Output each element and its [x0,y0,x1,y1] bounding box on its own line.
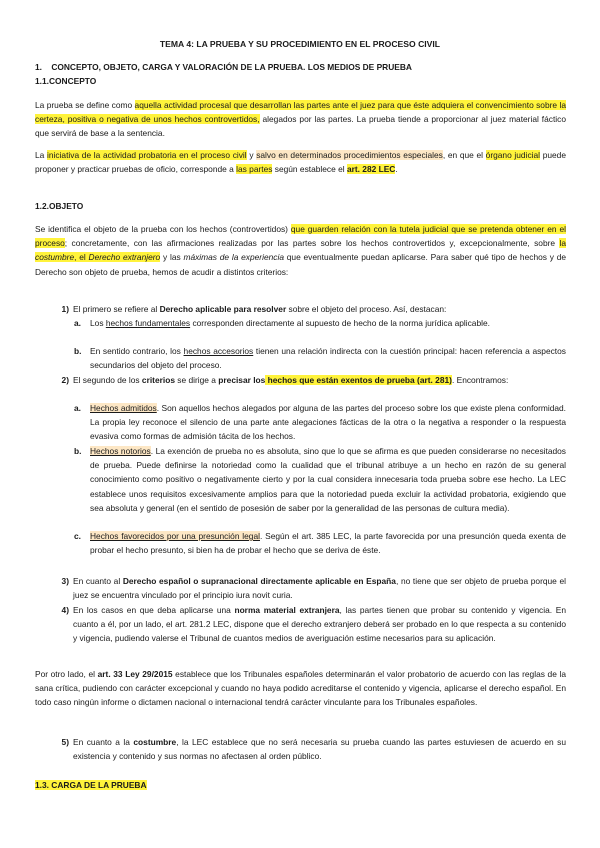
highlight-organo-judicial: órgano judicial [485,150,541,160]
highlight-tutela: que guarden relación con la tutela judicial que se pretenda obtener en el proceso [35,224,566,249]
section-1-1-heading: 1.1.CONCEPTO [35,76,97,86]
concept-paragraph-2: La iniciativa de la actividad probatoria en el proceso civil y salvo en determinados procedimientos especiales, en que el órgano judicial puede proponer y practicar pruebas de oficio, corresponde a las partes según establece el art. 282 LEC. [35,150,566,175]
list-number-1: 1) [61,304,69,314]
section-1-2-heading: 1.2.OBJETO [35,201,84,211]
section-1-heading [35,60,412,74]
highlight-art-282: art. 282 LEC [346,164,396,175]
section-1-3-heading: 1.3. CARGA DE LA PRUEBA [35,780,147,790]
object-paragraph-1: Se identifica el objeto de la prueba con los hechos (controvertidos) que guarden relación con la tutela judicial que se pretenda obtener en el proceso; concretamente, con las afirmaciones realizadas por las partes sobre los hechos controvertidos y, excepcionalmente, sobre la costumbre, el Derecho extranjero y las máximas de la experiencia que eventualmente puedan aplicarse. Para saber qué tipo de hechos y de Derecho son objeto de prueba, hemos de acudir a distintos criterios: [35,224,567,277]
concept-paragraph-1: La prueba se define como aquella actividad procesal que desarrollan las partes ante el juez para que éste adquiera el convencimiento sobre la certeza, positiva o negativa de unos hechos controvertidos, alegados por las partes. La prueba tiende a proporcionar al juez material fáctico que servirá de base a la sentencia. [35,100,567,139]
section-1-number: 1. [35,62,42,72]
object-paragraph-2: Por otro lado, el art. 33 Ley 29/2015 establece que los Tribunales españoles determinarán el valor probatorio de acuerdo con las reglas de la sana crítica, pudiendo con carácter excepcional y cuando no haya podido acreditarse el contenido y vigencia, aplicarse el derecho español. En todo caso ningún informe o dictamen nacional o internacional tendrá carácter vinculante para los Tribunales españoles. [35,669,566,708]
section-1-title: CONCEPTO, OBJETO, CARGA Y VALORACIÓN DE LA PRUEBA. LOS MEDIOS DE PRUEBA [51,62,412,72]
criterion-4: En los casos en que deba aplicarse una norma material extranjera, las partes tienen que probar su contenido y vigencia. En cuanto a él, por un lado, el art. 281.2 LEC, dispone que el derecho extranjero deberá ser probado en lo que respecta a su contenido y vigencia, pudiendo valerse el Tribunal de cuantos medios de averiguación estime necesarios para su aplicación. [73,605,566,644]
criterion-2a: Hechos admitidos. Son aquellos hechos alegados por alguna de las partes del proceso sobre los que existe plena conformidad. La propia ley reconoce el silencio de una parte ante alegaciones fácticas de la otra o la negativa a responder o la respuesta evasiva como formas de admisión tácita de los hechos. [90,403,566,442]
criterion-1a: Los hechos fundamentales corresponden directamente al supuesto de hecho de la norma jurídica aplicable. [90,318,490,328]
criterion-1: El primero se refiere al Derecho aplicable para resolver sobre el objeto del proceso. Así, destacan: [73,304,447,314]
criterion-2b: Hechos notorios. La exención de prueba no es absoluta, sino que lo que se afirma es que pueden considerarse no necesitados de prueba. Puede definirse la notoriedad como la cualidad que el tribunal atribuye a un hecho en razón de su general conocimiento como positivo o negativamente cierto y por la cual considera innecesaria toda prueba sobre ese hecho. La LEC establece unos requisitos excesivamente amplios para que la notoriedad pueda excluir la actividad probatoria, exigiendo que sea absoluta y general (en el sentido de posesión de saber por la generalidad de las personas de cultura media). [90,446,566,513]
list-number-5: 5) [61,737,69,747]
list-number-2: 2) [61,375,69,385]
sublist-label-1a: a. [74,318,81,328]
criterion-3: En cuanto al Derecho español o supranacional directamente aplicable en España, no tiene que ser objeto de prueba porque el juez se encuentra vinculado por el principio iura novit curia. [73,576,566,601]
criterion-1b: En sentido contrario, los hechos accesorios tienen una relación indirecta con la cuestión principal: hacen referencia a aspectos secundarios del objeto del proceso. [90,346,566,371]
list-number-3: 3) [61,576,69,586]
criterion-5: En cuanto a la costumbre, la LEC establece que no será necesaria su prueba cuando las partes estuviesen de acuerdo en su existencia y contenido y sus normas no afectasen al orden público. [73,737,566,762]
document-title: TEMA 4: LA PRUEBA Y SU PROCEDIMIENTO EN EL PROCESO CIVIL [159,39,441,49]
sublist-label-2a: a. [74,403,81,413]
highlight-iniciativa: iniciativa de la actividad probatoria en el proceso civil [47,150,247,160]
highlight-exentos: hechos que están exentos de prueba (art. 281) [265,375,452,385]
list-number-4: 4) [61,605,69,615]
criterion-2c: Hechos favorecidos por una presunción legal. Según el art. 385 LEC, la parte favorecida por una presunción queda exenta de probar el hecho presunto, si bien ha de probar el hecho que se deriva de éste. [90,531,566,556]
highlight-definition: aquella actividad procesal que desarrollan las partes ante el juez para que éste adquiera el convencimiento sobre la certeza, positiva o negativa de unos hechos controvertidos, [35,100,566,125]
highlight-salvo: salvo en determinados procedimientos especiales [256,150,443,160]
highlight-costumbre-derecho: la costumbre, el Derecho extranjero [35,238,566,263]
criterion-2: El segundo de los criterios se dirige a precisar los hechos que están exentos de prueba (art. 281). Encontramos: [73,375,509,385]
sublist-label-2c: c. [74,531,81,541]
sublist-label-2b: b. [74,446,82,456]
highlight-las-partes: las partes [236,164,273,175]
sublist-label-1b: b. [74,346,82,356]
